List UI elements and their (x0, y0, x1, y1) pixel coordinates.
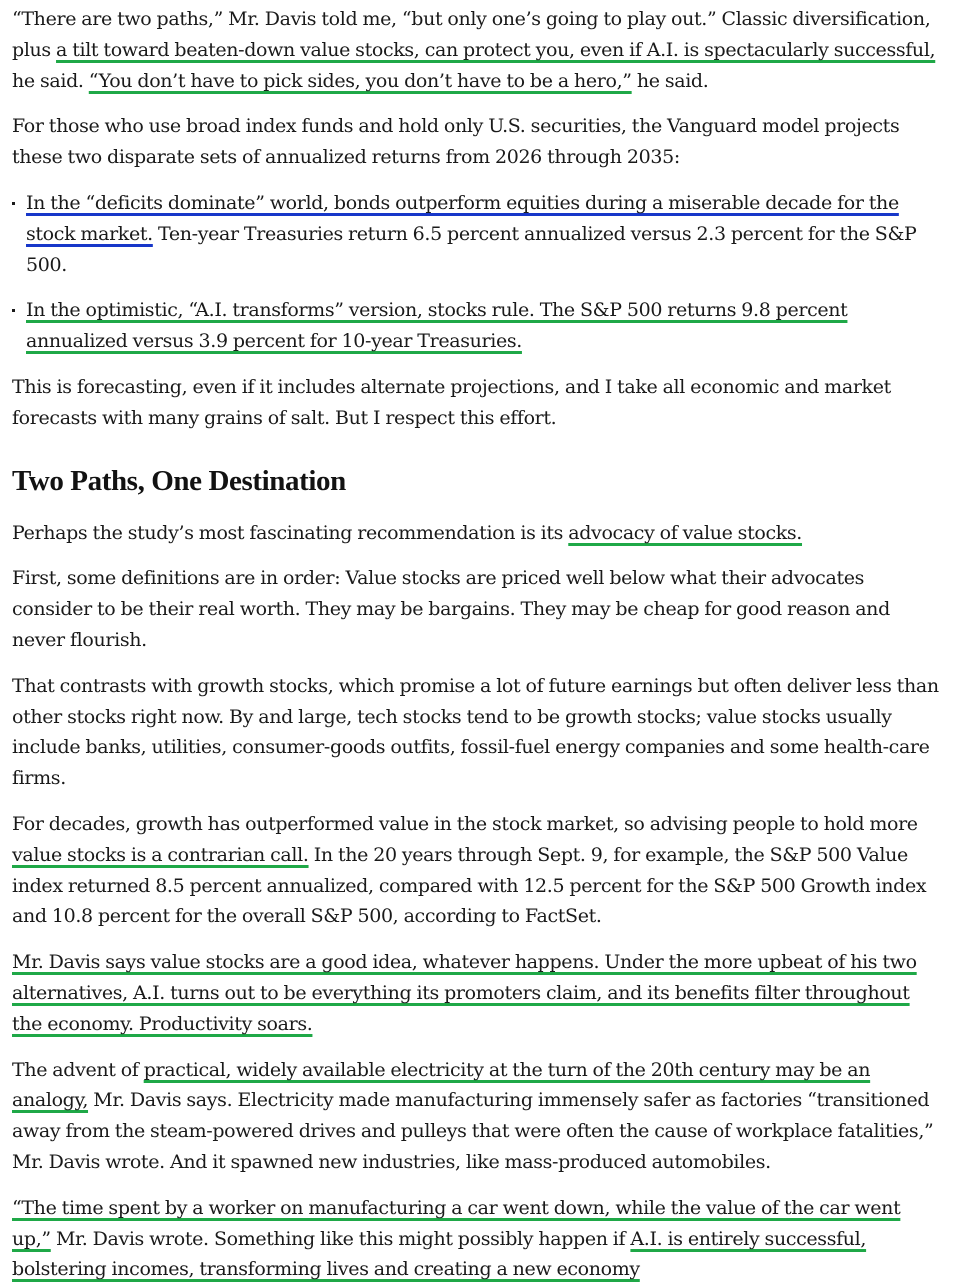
list-item (12, 188, 939, 280)
paragraph-contrarian (12, 809, 939, 932)
text: The advent of (12, 1058, 144, 1081)
highlight-blue: In the “deficits dominate” world, bonds outperform equities during a miserable decade for the stock market. (26, 191, 899, 245)
highlight-green: value stocks is a contrarian call. (12, 843, 309, 866)
text: For decades, growth has outperformed value in the stock market, so advising people to hold more (12, 812, 918, 835)
paragraph-electricity (12, 1055, 939, 1178)
text: Perhaps the study’s most fascinating recommendation is its (12, 521, 569, 544)
highlight-green: “You don’t have to pick sides, you don’t have to be a hero,” (88, 69, 632, 92)
paragraph-growth-stocks: That contrasts with growth stocks, which promise a lot of future earnings but often deliver less than other stocks right now. By and large, tech stocks tend to be growth stocks; value stocks usually include banks, utilities, consumer-goods outfits, fossil-fuel energy companies and some health-care firms. (12, 674, 939, 790)
highlight-green: Mr. Davis says value stocks are a good idea, whatever happens. Under the more upbeat of his two alternatives, A.I. turns out to be everything its promoters claim, and its benefits filter throughout the economy. Productivity soars. (12, 951, 917, 1035)
highlight-green: a tilt toward beaten-down value stocks, can protect you, even if A.I. is spectacularly successful, (56, 38, 936, 61)
highlight-green: A.I. is entirely successful, bolstering incomes, transforming lives and creating a new economy (12, 1227, 867, 1281)
text: he said. (12, 69, 89, 92)
paragraph-definitions: First, some definitions are in order: Value stocks are priced well below what their advocates consider to be their real worth. They may be bargains. They may be cheap for good reason and never flourish. (12, 567, 890, 651)
text: he said. (631, 69, 709, 92)
list-item (12, 295, 939, 357)
highlight-green: practical, widely available electricity at the turn of the 20th century may be an analogy, (12, 1058, 871, 1112)
section-heading: Two Paths, One Destination (12, 464, 346, 497)
text: “There are two paths,” Mr. Davis told me, “but only one’s going to play out.” Classic diversification, plus (12, 8, 931, 61)
projection-list (12, 188, 939, 357)
highlight-green: advocacy of value stocks. (568, 521, 803, 544)
paragraph-forecasting: This is forecasting, even if it includes alternate projections, and I take all economic and market forecasts with many grains of salt. But I respect this effort. (12, 375, 891, 429)
text: In the 20 years through Sept. 9, for example, the S&P 500 Value index returned 8.5 percent annualized, compared with 12.5 percent for the S&P 500 Growth index and 10.8 percent for the overall S&P 500, according to FactSet. (12, 843, 927, 928)
paragraph-car-quote (12, 1193, 939, 1285)
highlight-green: “The time spent by a worker on manufacturing a car went down, while the value of the car went up,” (12, 1196, 901, 1250)
text: Mr. Davis wrote. Something like this might possibly happen if (50, 1227, 631, 1250)
highlight-green: In the optimistic, “A.I. transforms” version, stocks rule. The S&P 500 returns 9.8 percent annualized versus 3.9 percent for 10-year Treasuries. (26, 299, 848, 353)
paragraph-two-paths-quote (12, 4, 939, 96)
paragraph-recommendation (12, 518, 939, 549)
paragraph-davis-value (12, 947, 939, 1039)
paragraph-vanguard-model: For those who use broad index funds and hold only U.S. securities, the Vanguard model projects these two disparate sets of annualized returns from 2026 through 2035: (12, 115, 900, 169)
text: Mr. Davis says. Electricity made manufacturing immensely safer as factories “transitioned away from the steam-powered drives and pulleys that were often the cause of workplace fatalities,” Mr. Davis wrote. And it spawned new industries, like mass-produced automobiles. (12, 1089, 934, 1173)
text: Ten-year Treasuries return 6.5 percent annualized versus 2.3 percent for the S&P 500. (26, 222, 917, 276)
